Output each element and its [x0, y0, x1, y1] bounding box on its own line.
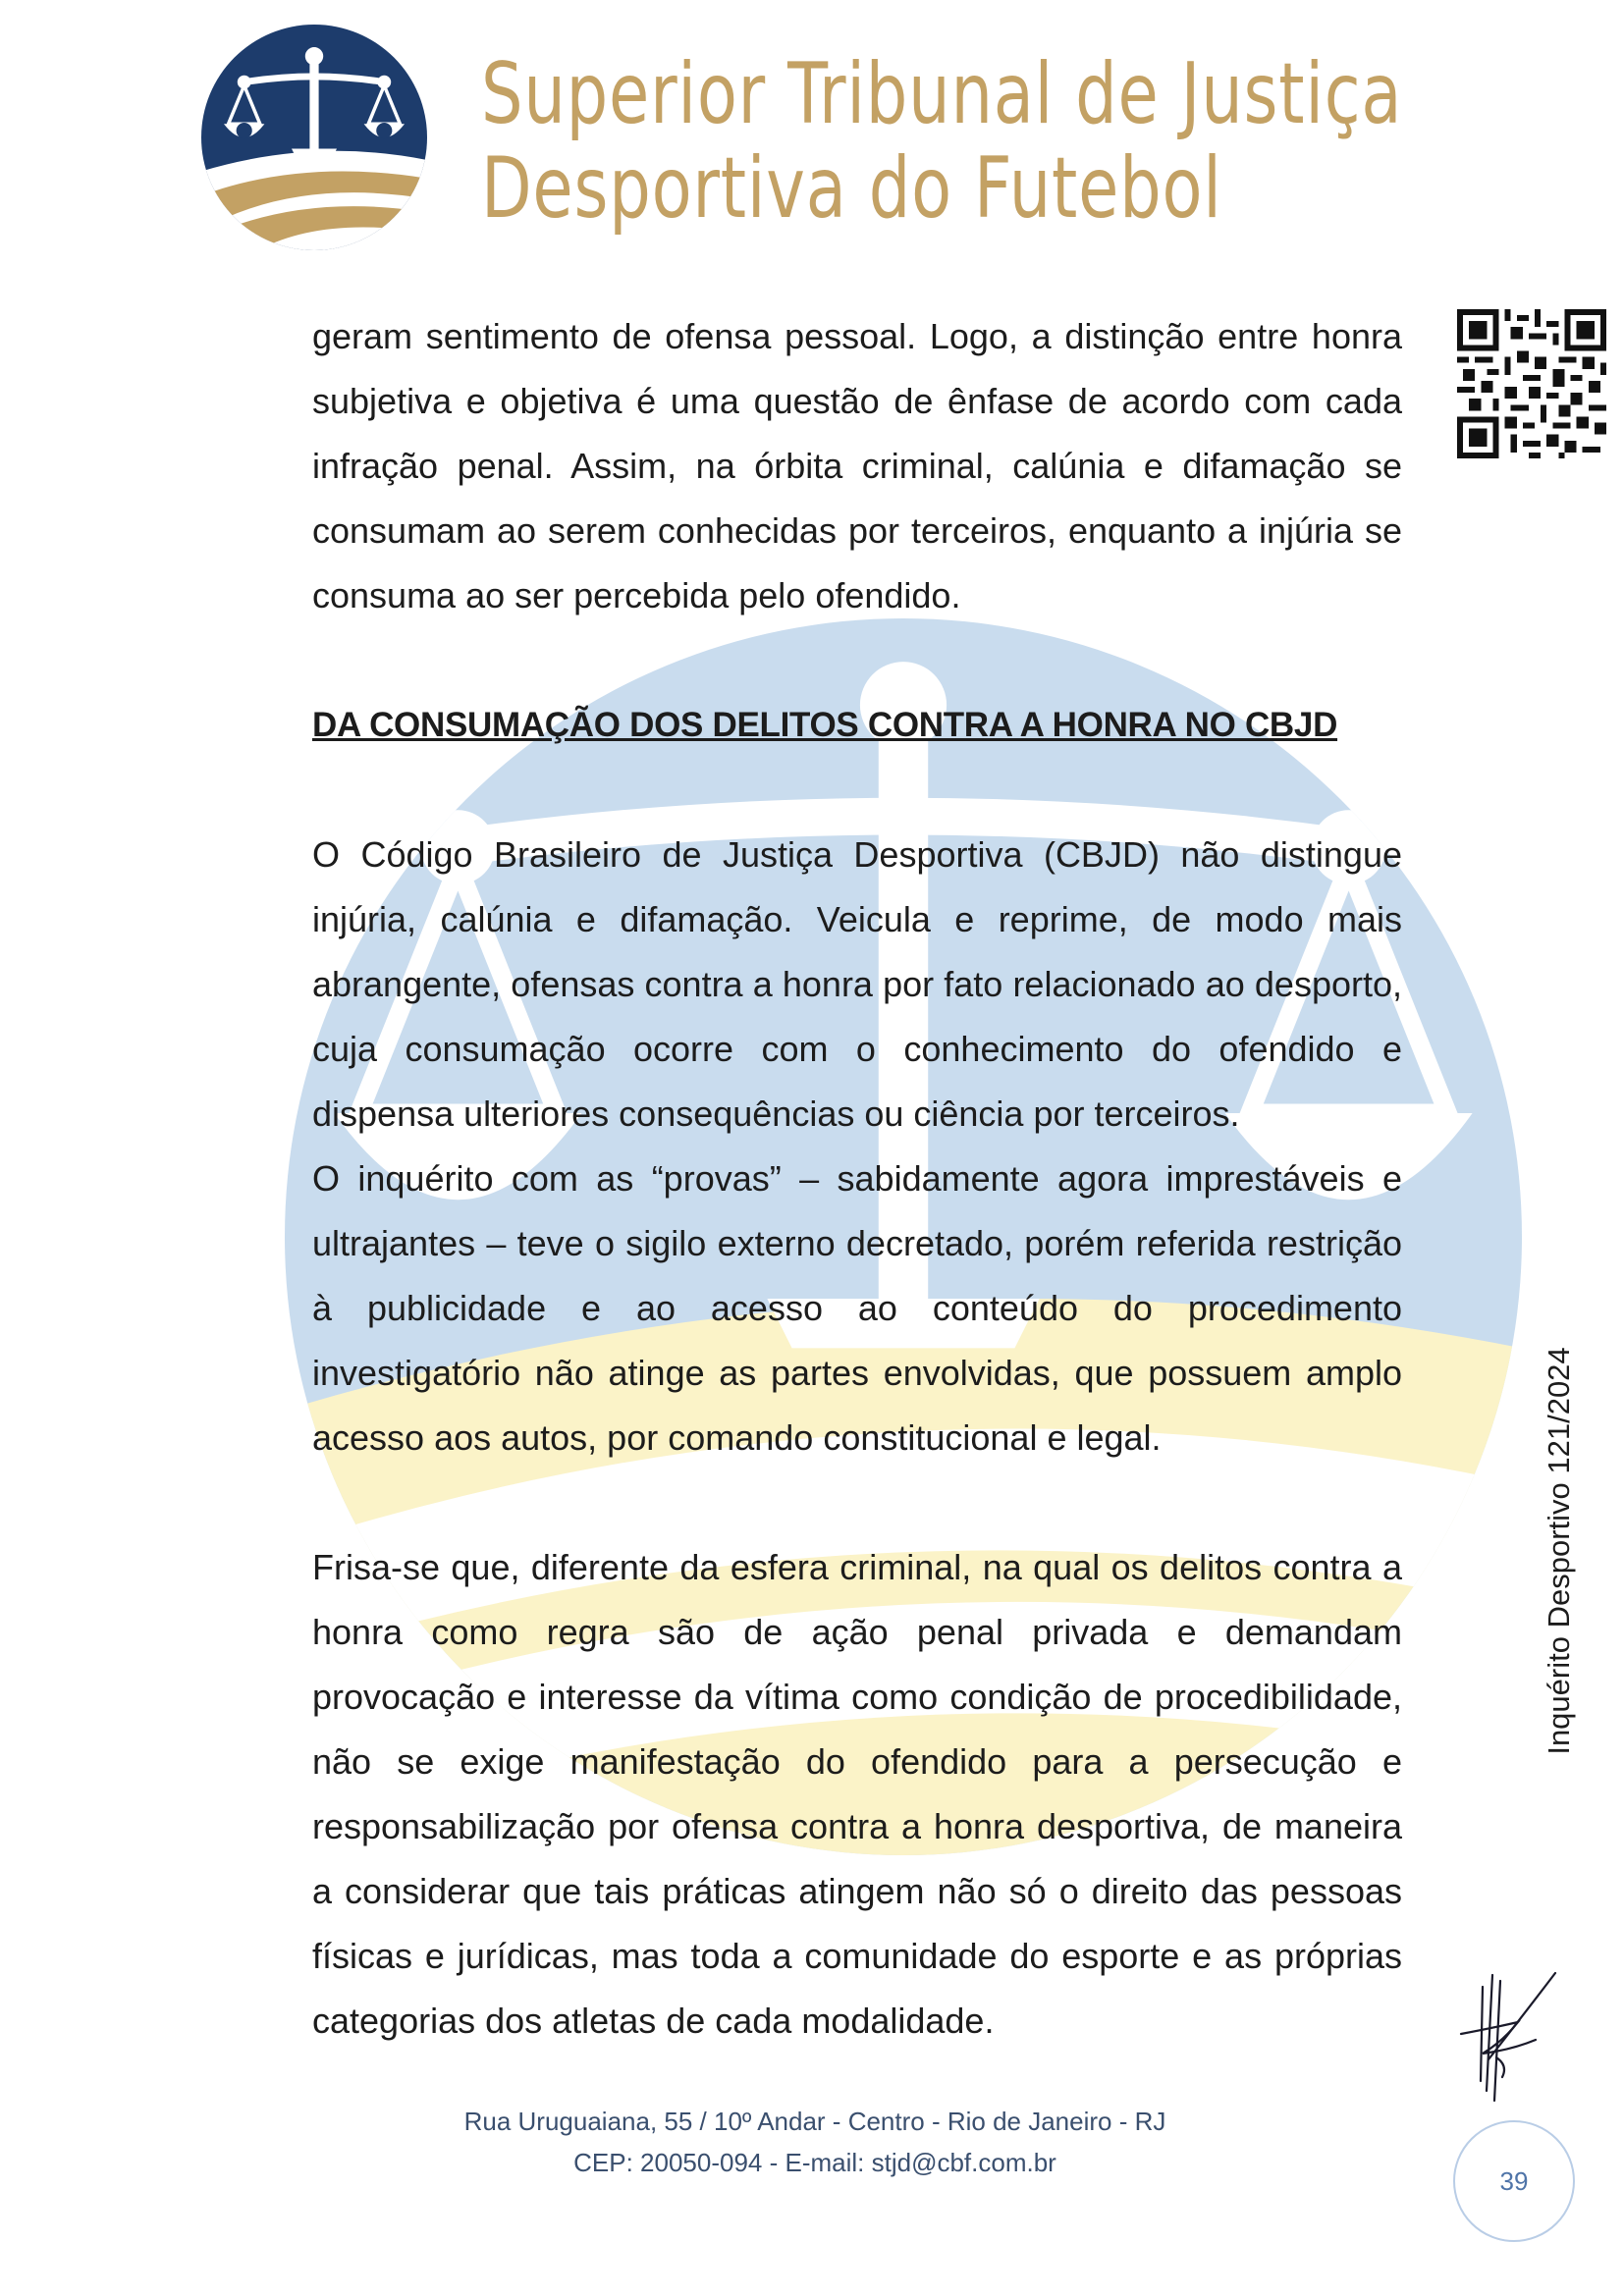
institution-title-line2: Desportiva do Futebol — [481, 139, 1222, 238]
footer-address — [324, 2101, 1306, 2183]
paragraph-inquiry-secrecy: O inquérito com as “provas” – sabidamente agora imprestáveis e ultrajantes – teve o sigilo externo decretado, porém referida restrição à publicidade e ao acesso ao conteúdo do procedimento investigatório não atinge as partes envolvidas, que possuem amplo acesso aos autos, por comando constitucional e legal. — [312, 1158, 1402, 1458]
qr-code-icon — [1457, 309, 1606, 458]
institution-title-line1: Superior Tribunal de Justiça — [481, 45, 1403, 143]
handwritten-signature-icon — [1453, 1963, 1561, 2110]
case-reference: Inquérito Desportivo 121/2024 — [1542, 1347, 1576, 1755]
document-body — [312, 304, 1402, 2054]
scales-of-justice-logo-icon — [201, 25, 427, 250]
footer-address-line2: CEP: 20050-094 - E-mail: stjd@cbf.com.br — [573, 2148, 1056, 2177]
section-heading: DA CONSUMAÇÃO DOS DELITOS CONTRA A HONRA NO CBJD — [312, 706, 1338, 744]
footer-address-line1: Rua Uruguaiana, 55 / 10º Andar - Centro - Rio de Janeiro - RJ — [463, 2107, 1166, 2136]
institution-title — [481, 45, 1403, 238]
paragraph-criminal-sphere: Frisa-se que, diferente da esfera criminal, na qual os delitos contra a honra como regra são de ação penal privada e demandam provocação e interesse da vítima como condição de procedibilidade, não se exige manifestação do ofendido para a persecução e responsabilização por ofensa contra a honra desportiva, de maneira a considerar que tais práticas atingem não só o direito das pessoas físicas e jurídicas, mas toda a comunidade do esporte e as próprias categorias dos atletas de cada modalidade. — [312, 1547, 1402, 2041]
paragraph-cbjd: O Código Brasileiro de Justiça Desportiva (CBJD) não distingue injúria, calúnia e difamação. Veicula e reprime, de modo mais abrangente, ofensas contra a honra por fato relacionado ao desporto, cuja consumação ocorre com o conhecimento do ofendido e dispensa ulteriores consequências ou ciência por terceiros. — [312, 834, 1402, 1134]
page-number: 39 — [1453, 2120, 1575, 2242]
paragraph-honor-distinction: geram sentimento de ofensa pessoal. Logo, a distinção entre honra subjetiva e objetiva é uma questão de ênfase de acordo com cada infração penal. Assim, na órbita criminal, calúnia e difamação se consumam ao serem conhecidas por terceiros, enquanto a injúria se consuma ao ser percebida pelo ofendido. — [312, 316, 1402, 615]
